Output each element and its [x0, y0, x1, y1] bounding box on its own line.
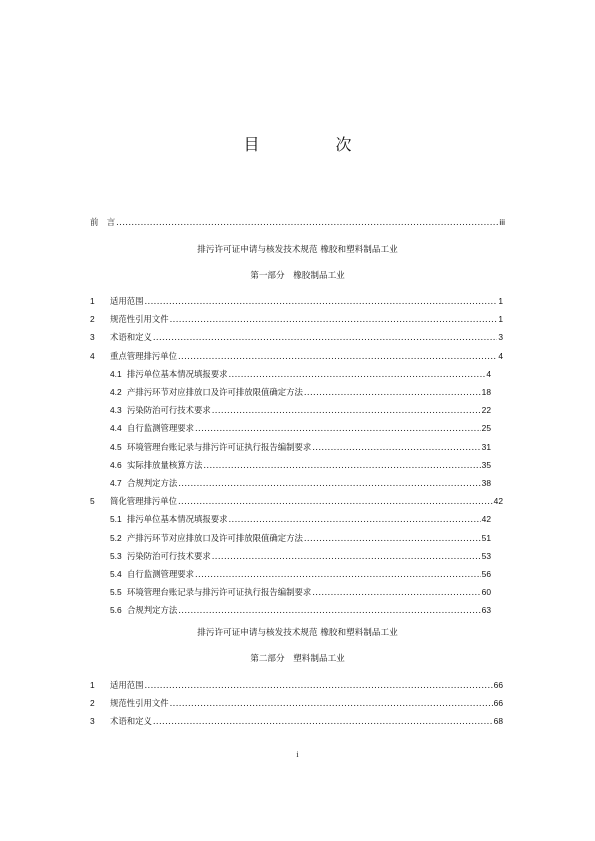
toc-entry-page: 25	[481, 423, 491, 434]
toc-leader-dots	[145, 295, 498, 307]
toc-leader-dots	[304, 386, 481, 398]
toc-entry-page: 31	[481, 441, 491, 452]
toc-entry-title: 实际排放量核算方法	[127, 459, 203, 470]
toc-entry-page: 4	[498, 350, 503, 361]
toc-leader-dots	[116, 216, 498, 228]
toc-entry-page: 51	[481, 532, 491, 543]
toc-entry[interactable]	[0, 331, 595, 343]
toc-entry-page: 66	[493, 680, 503, 690]
toc-entry-title: 自行监测管理要求	[127, 423, 194, 434]
toc-entry-title: 适用范围	[110, 296, 144, 306]
toc-entry[interactable]	[0, 586, 595, 598]
toc-entry-number: 5.3	[110, 550, 122, 561]
toc-entry-title: 产排污环节对应排放口及许可排放限值确定方法	[127, 532, 303, 543]
toc-entry-title: 规范性引用文件	[110, 314, 169, 325]
toc-entry-title: 适用范围	[110, 680, 144, 690]
toc-entry[interactable]	[0, 441, 595, 453]
toc-leader-dots	[170, 697, 493, 709]
toc-entry-number: 1	[90, 296, 95, 306]
toc-entry-number: 1	[90, 680, 95, 690]
toc-entry[interactable]	[0, 532, 595, 544]
toc-entry-title: 污染防治可行技术要求	[127, 405, 211, 416]
toc-entry-page: 35	[481, 459, 491, 470]
toc-entry-title: 排污单位基本情况填报要求	[127, 368, 228, 379]
toc-entry-page: 1	[498, 314, 503, 325]
toc-entry-page: 60	[481, 587, 491, 598]
toc-entry-title: 简化管理排污单位	[110, 496, 177, 507]
toc-entry-number: 4	[90, 350, 95, 361]
toc-leader-dots	[145, 679, 493, 691]
part2-heading: 第二部分 塑料制品工业	[250, 654, 345, 664]
toc-entry-number: 5.6	[110, 605, 122, 616]
toc-leader-dots	[178, 604, 480, 616]
toc-entry-title: 污染防治可行技术要求	[127, 550, 211, 561]
toc-entry-title: 排污单位基本情况填报要求	[127, 514, 228, 525]
toc-entry-title: 环境管理台账记录与排污许可证执行报告编制要求	[127, 441, 312, 452]
toc-entry[interactable]	[0, 386, 595, 398]
toc-entry[interactable]	[0, 495, 595, 507]
toc-entry-title: 自行监测管理要求	[127, 569, 194, 579]
toc-entry-page: 42	[481, 514, 491, 525]
toc-entry-page: 68	[493, 716, 503, 727]
toc-entry-title: 规范性引用文件	[110, 698, 169, 709]
toc-leader-dots	[229, 513, 481, 525]
toc-entry-page: 38	[481, 478, 491, 488]
toc-entry-page: 66	[493, 698, 503, 709]
toc-entry-title: 环境管理台账记录与排污许可证执行报告编制要求	[127, 587, 312, 598]
toc-entry-number: 4.1	[110, 368, 122, 379]
toc-leader-dots	[170, 313, 498, 325]
toc-entry[interactable]	[0, 368, 595, 380]
toc-leader-dots	[178, 350, 497, 362]
toc-leader-dots	[153, 715, 493, 727]
toc-entry-title: 术语和定义	[110, 716, 152, 727]
toc-entry-number: 2	[90, 698, 95, 709]
toc-leader-dots	[178, 495, 493, 507]
part-header: 排污许可证申请与核发技术规范 橡胶和塑料制品工业	[197, 245, 398, 255]
toc-entry-page: 4	[486, 368, 491, 379]
part1-heading: 第一部分 橡胶制品工业	[250, 271, 345, 281]
toc-leader-dots	[312, 441, 480, 453]
toc-entry-number: 5.4	[110, 569, 122, 579]
toc-leader-dots	[203, 459, 480, 471]
toc-leader-dots	[195, 568, 481, 580]
toc-entry[interactable]	[0, 295, 595, 307]
toc-entry-number: 4.3	[110, 405, 122, 416]
toc-entry[interactable]	[0, 404, 595, 416]
toc-entry[interactable]	[0, 550, 595, 562]
toc-entry-number: 5	[90, 496, 95, 507]
part2-header: 排污许可证申请与核发技术规范 橡胶和塑料制品工业	[197, 628, 398, 638]
page-number-footer: i	[296, 750, 299, 759]
toc-entry[interactable]	[0, 679, 595, 691]
toc-leader-dots	[212, 404, 481, 416]
toc-leader-dots	[195, 422, 481, 434]
toc-entry[interactable]	[0, 715, 595, 727]
toc-entry-title: 前 言	[90, 217, 116, 227]
toc-entry-number: 4.7	[110, 478, 122, 488]
toc-entry-page: iii	[499, 217, 505, 227]
toc-entry-number: 2	[90, 314, 95, 325]
toc-entry-page: 53	[481, 550, 491, 561]
toc-entry[interactable]	[0, 459, 595, 471]
toc-entry[interactable]	[0, 422, 595, 434]
toc-entry[interactable]	[0, 697, 595, 709]
toc-leader-dots	[304, 532, 481, 544]
toc-entry-page: 42	[493, 496, 503, 507]
toc-leader-dots	[229, 368, 486, 380]
toc-entry-number: 4.5	[110, 441, 122, 452]
toc-entry-title: 合规判定方法	[127, 605, 178, 616]
toc-entry[interactable]	[0, 513, 595, 525]
toc-entry-number: 3	[90, 332, 95, 343]
toc-entry-number: 5.5	[110, 587, 122, 598]
toc-entry-title: 重点管理排污单位	[110, 350, 177, 361]
toc-leader-dots	[312, 586, 480, 598]
toc-entry[interactable]	[0, 568, 595, 580]
toc-entry-number: 4.2	[110, 387, 122, 397]
toc-entry-page: 56	[481, 569, 491, 579]
toc-entry[interactable]	[0, 477, 595, 489]
toc-entry[interactable]	[0, 604, 595, 616]
toc-entry-number: 4.6	[110, 459, 122, 470]
toc-entry-title: 术语和定义	[110, 332, 152, 343]
page-title: 目 次	[243, 135, 382, 154]
toc-entry-number: 4.4	[110, 423, 122, 434]
toc-entry-preface[interactable]	[0, 216, 595, 228]
toc-leader-dots	[178, 477, 480, 489]
toc-entry-title: 产排污环节对应排放口及许可排放限值确定方法	[127, 387, 303, 397]
toc-entry-number: 3	[90, 716, 95, 727]
toc-entry[interactable]	[0, 313, 595, 325]
toc-leader-dots	[212, 550, 481, 562]
toc-entry-page: 63	[481, 605, 491, 616]
toc-entry-number: 5.1	[110, 514, 122, 525]
toc-entry-title: 合规判定方法	[127, 478, 178, 488]
toc-entry-page: 1	[498, 296, 503, 306]
toc-entry[interactable]	[0, 350, 595, 362]
toc-entry-number: 5.2	[110, 532, 122, 543]
toc-entry-page: 3	[498, 332, 503, 343]
toc-entry-page: 22	[481, 405, 491, 416]
toc-leader-dots	[153, 331, 497, 343]
toc-entry-page: 18	[481, 387, 491, 397]
